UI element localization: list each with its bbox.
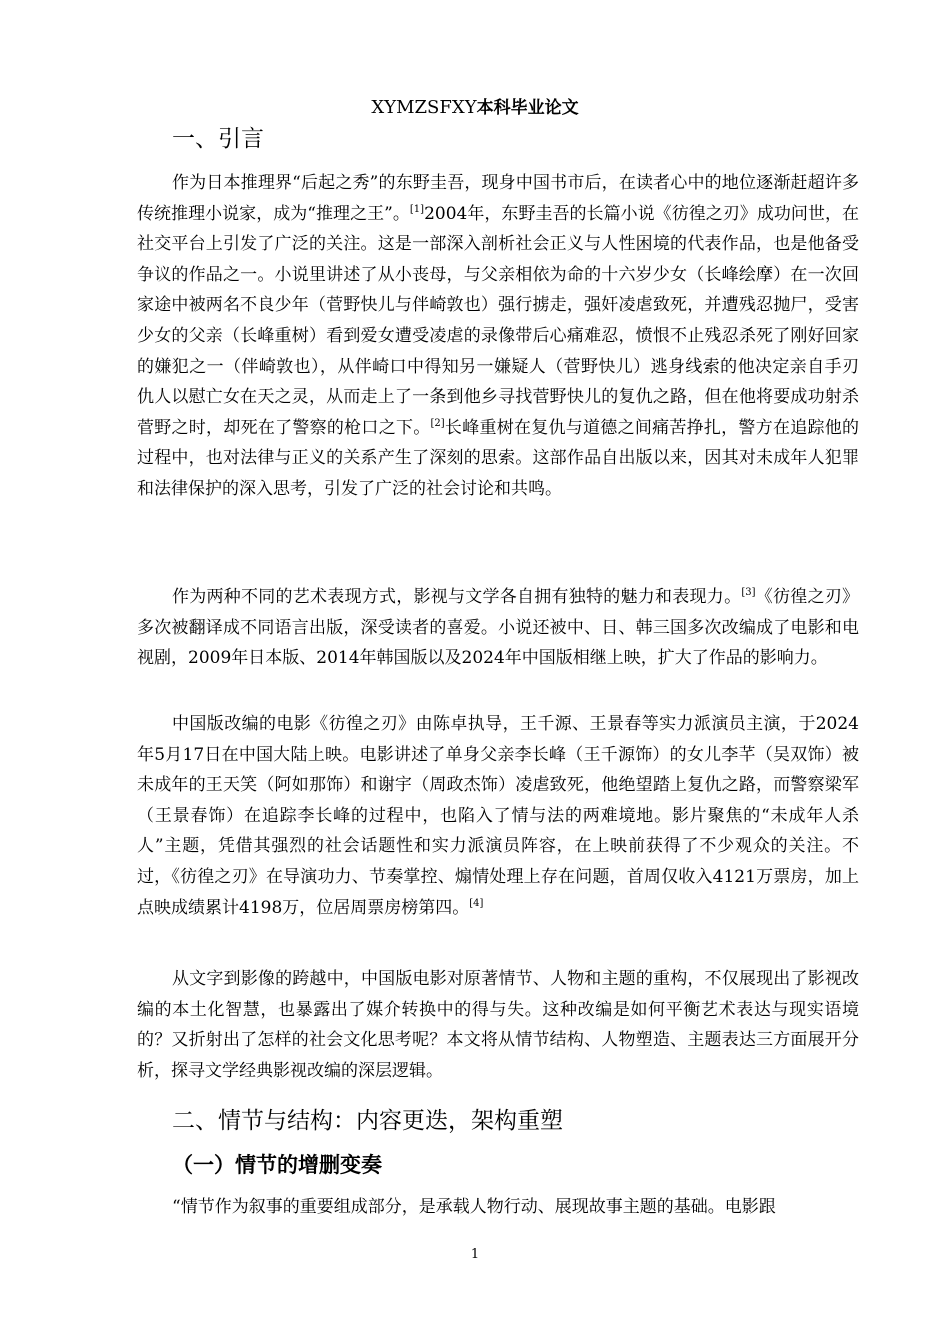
header-prefix: XYMZSFXY (371, 97, 477, 118)
paragraph-1-text-a: 作为日本推理界“后起之秀”的东野圭吾，现身中国书市后，在读者心中的地位逐渐赶超许多传统推理小说家，成为“推理之王”。 (137, 173, 859, 224)
paragraph-3-text: 中国版改编的电影《彷徨之刃》由陈卓执导，王千源、王景春等实力派演员主演，于2024年5月17日在中国大陆上映。电影讲述了单身父亲李长峰（王千源饰）的女儿李芊（吴双饰）被未成年的王天笑（阿如那饰）和谢宇（周政杰饰）凌虐致死，他绝望踏上复仇之路，而警察梁军（王景春饰）在追踪李长峰的过程中，也陷入了情与法的两难境地。影片聚焦的“未成年人杀人”主题，凭借其强烈的社会话题性和实力派演员阵容，在上映前获得了不少观众的关注。不过，《彷徨之刃》在导演功力、节奏掌控、煽情处理上存在问题，首周仅收入4121万票房，加上点映成绩累计4198万，位居周票房榜第四。 (137, 714, 859, 918)
paragraph-1-text-c: 长峰重树在复仇与道德之间痛苦挣扎，警方在追踪他的过程中，也对法律与正义的关系产生了深刻的思索。这部作品自出版以来，因其对未成年人犯罪和法律保护的深入思考，引发了广泛的社会讨论和共鸣。 (137, 417, 860, 499)
section-1-heading: 一、引言 (172, 126, 264, 152)
paragraph-4: 从文字到影像的跨越中，中国版电影对原著情节、人物和主题的重构，不仅展现出了影视改编的本土化智慧，也暴露出了媒介转换中的得与失。这种改编是如何平衡艺术表达与现实语境的？又折射出了怎样的社会文化思考呢？本文将从情节结构、人物塑造、主题表达三方面展开分析，探寻文学经典影视改编的深层逻辑。 (137, 969, 859, 1081)
paragraph-3 (137, 709, 859, 923)
citation-4[interactable]: [4] (469, 897, 484, 909)
citation-1[interactable]: [1] (409, 203, 425, 215)
citation-3[interactable]: [3] (741, 587, 756, 598)
section-2-heading: 二、情节与结构：内容更迭，架构重塑 (172, 1108, 563, 1134)
paragraph-5: “情节作为叙事的重要组成部分，是承载人物行动、展现故事主题的基础。电影跟 (172, 1197, 776, 1217)
paragraph-1 (137, 168, 859, 505)
paragraph-2-text-b: 《彷徨之刃》多次被翻译成不同语言出版，深受读者的喜爱。小说还被中、日、韩三国多次改编成了电影和电视剧，2009年日本版、2014年韩国版以及2024年中国版相继上映，扩大了作品的影响力。 (137, 587, 860, 669)
subsection-1-heading: （一）情节的增删变奏 (172, 1153, 382, 1177)
page-number: 1 (470, 1247, 480, 1262)
header-title: 本科毕业论文 (476, 98, 579, 118)
paragraph-2 (137, 582, 859, 674)
citation-2[interactable]: [2] (430, 417, 445, 429)
paragraph-2-text-a: 作为两种不同的艺术表现方式，影视与文学各自拥有独特的魅力和表现力。 (172, 587, 742, 607)
running-header (0, 96, 950, 120)
paragraph-1-text-b: 2004年，东野圭吾的长篇小说《彷徨之刃》成功问世，在社交平台上引发了广泛的关注。这是一部深入剖析社会正义与人性困境的代表作品，也是他备受争议的作品之一。小说里讲述了从小丧母，与父亲相依为命的十六岁少女（长峰绘摩）在一次回家途中被两名不良少年（菅野快儿与伴崎敦也）强行掳走，强奸凌虐致死，并遭残忍抛尸，受害少女的父亲（长峰重树）看到爱女遭受凌虐的录像带后心痛难忍，愤恨不止残忍杀死了刚好回家的嫌犯之一（伴崎敦也），从伴崎口中得知另一嫌疑人（菅野快儿）逃身线索的他决定亲自手刃仇人以慰亡女在天之灵，从而走上了一条到他乡寻找菅野快儿的复仇之路，但在他将要成功射杀菅野之时，却死在了警察的枪口之下。 (137, 203, 859, 438)
